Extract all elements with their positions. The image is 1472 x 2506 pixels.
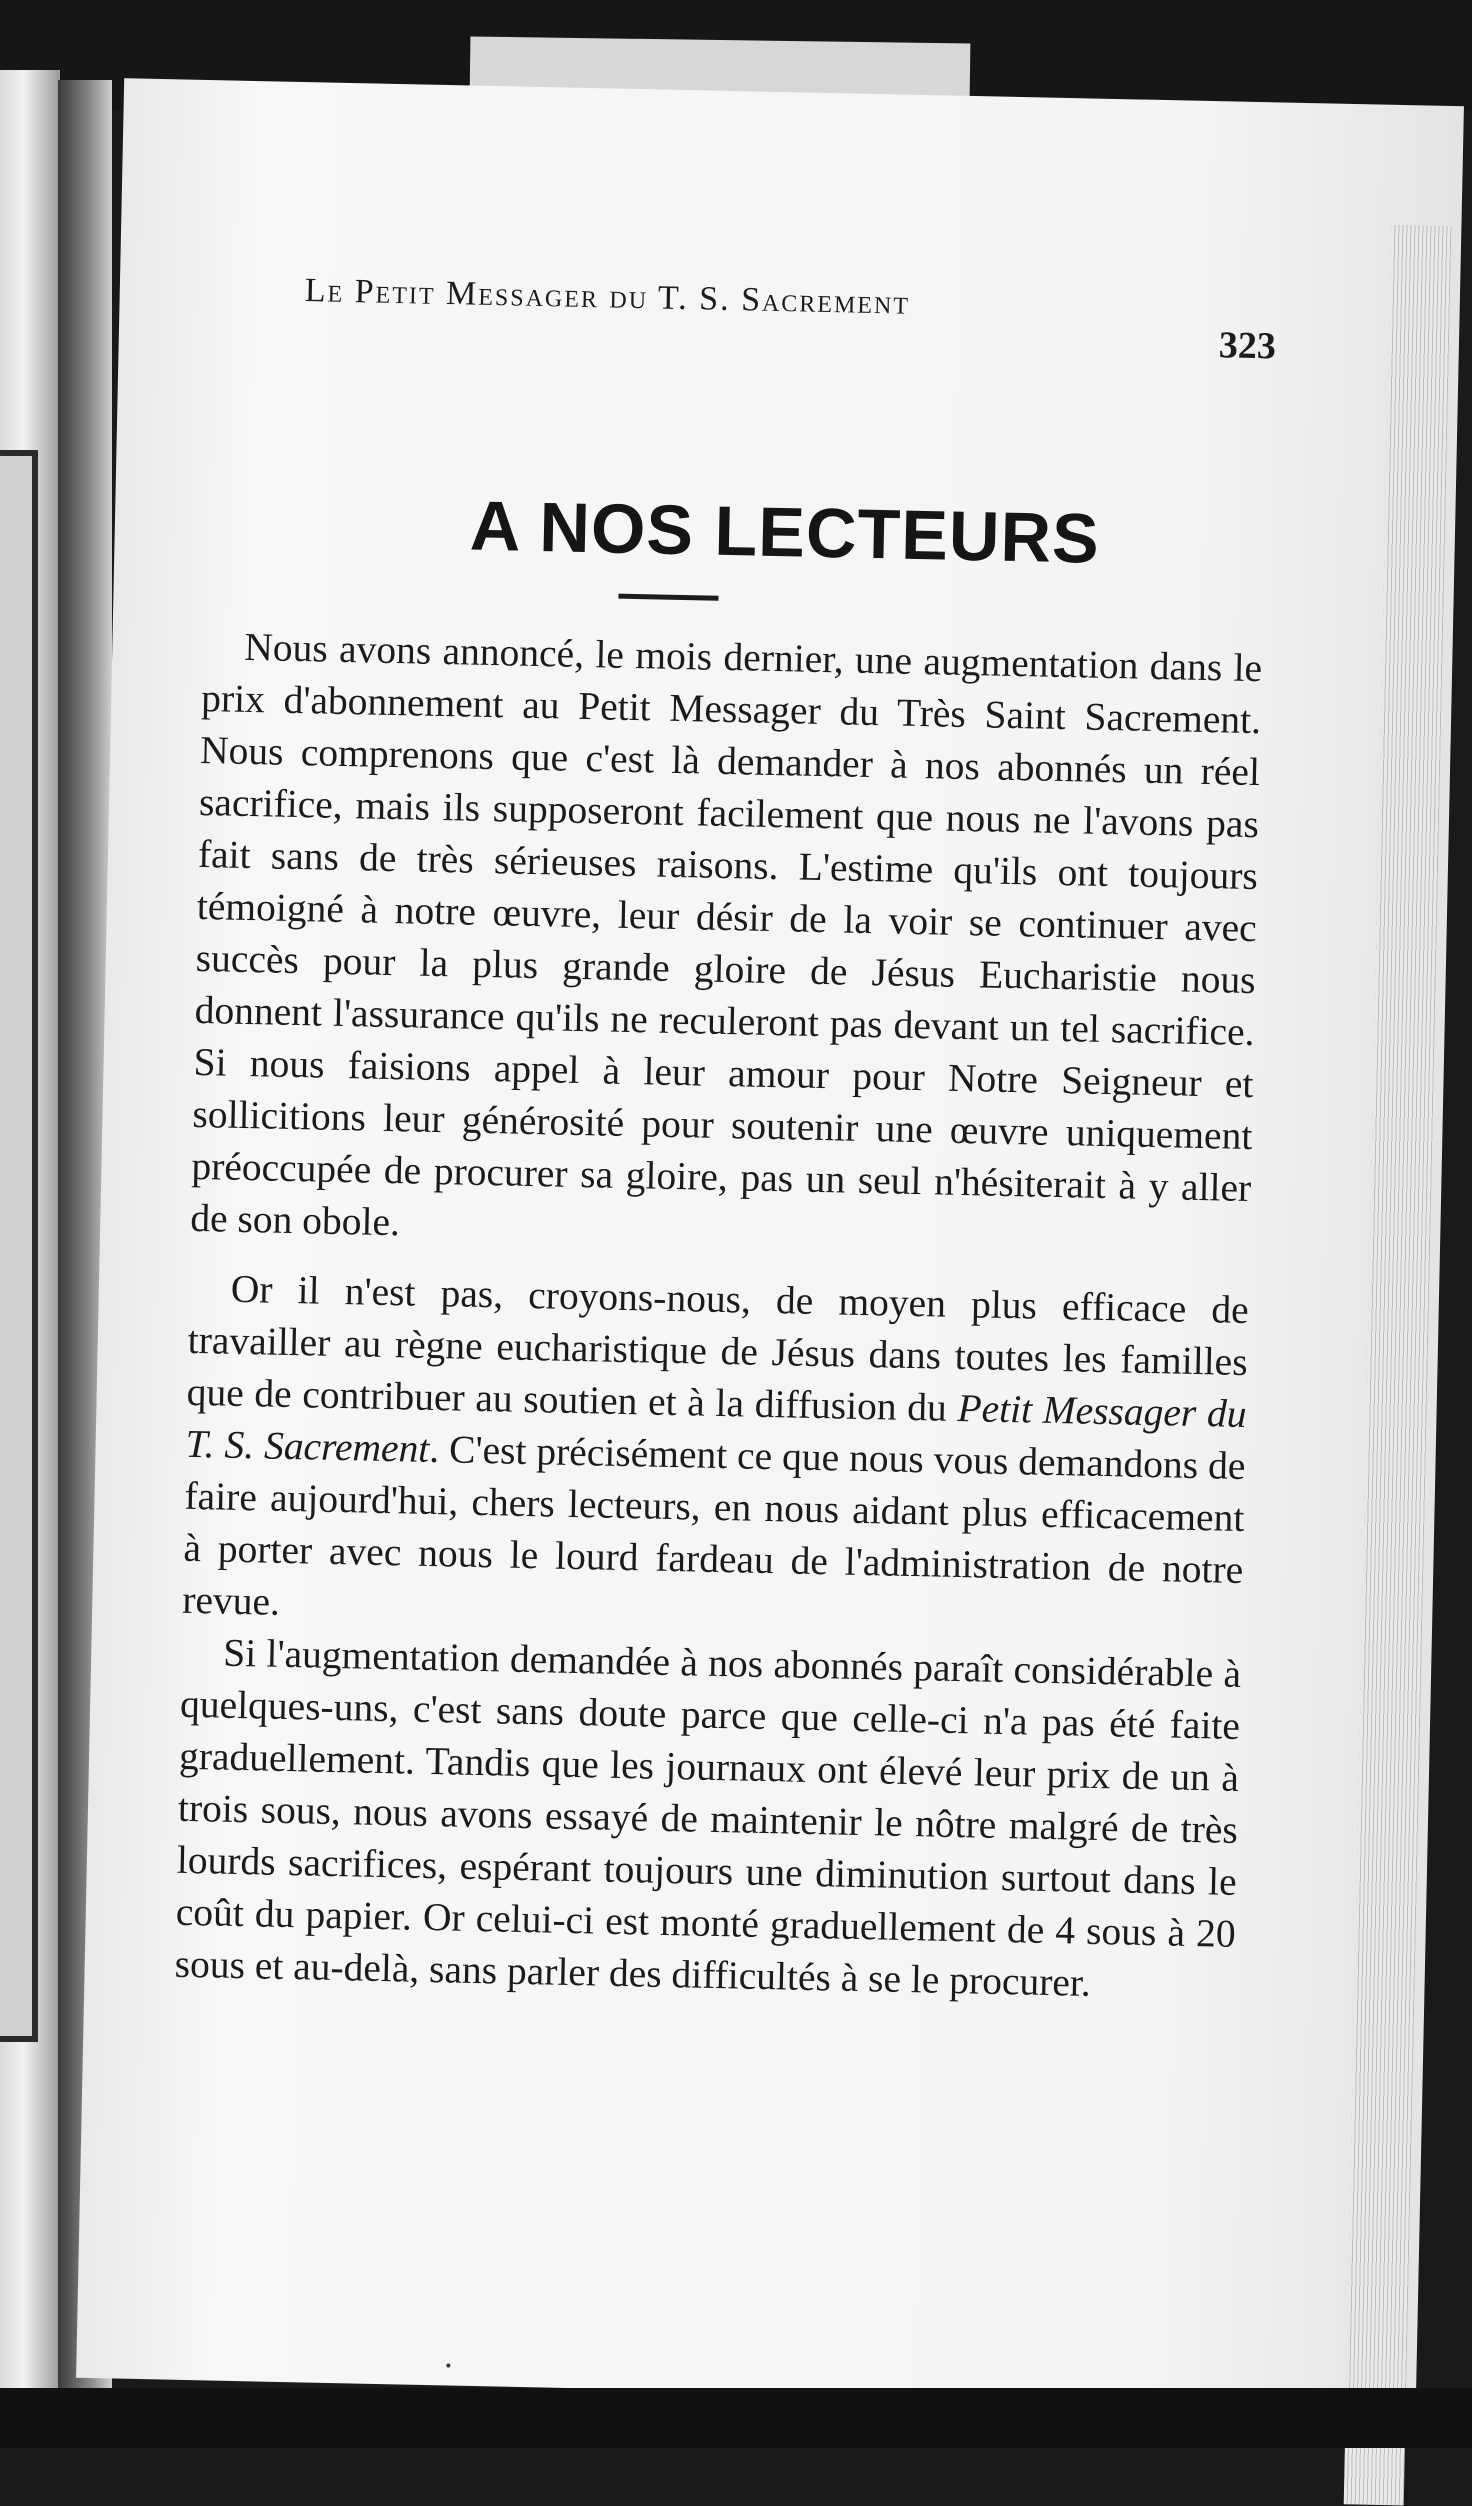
running-head: Le Petit Messager du T. S. Sacrement bbox=[304, 272, 911, 322]
page-number: 323 bbox=[1218, 324, 1277, 368]
paragraph-2-text-end: . C'est précisément ce que nous vous demandons de faire aujourd'hui, chers lecteurs, en nous aidant plus efficacement à porter avec nous le lourd fardeau de l'administration de notre revue. bbox=[181, 1426, 1246, 1624]
book-page bbox=[76, 78, 1464, 2406]
scan-bottom-background bbox=[0, 2388, 1472, 2448]
facing-page-frame bbox=[0, 450, 38, 2042]
article-body bbox=[174, 620, 1263, 2030]
paragraph-2-italic: Petit Messager du T. S. Sacrement bbox=[185, 1385, 1247, 1471]
dust-speck bbox=[446, 2363, 450, 2367]
title-rule bbox=[618, 594, 718, 601]
article-title: A NOS LECTEURS bbox=[469, 486, 1101, 578]
paragraph-2-text: Or il n'est pas, croyons-nous, de moyen plus efficace de travailler au règne eucharistique de Jésus dans toutes les familles que de contribuer au soutien et à la diffusion du bbox=[186, 1266, 1250, 1430]
paragraph-2 bbox=[182, 1262, 1249, 1648]
paragraph-1: Nous avons annoncé, le mois dernier, une augmentation dans le prix d'abonnement au Petit Messager du Très Saint Sacrement. Nous comprenons que c'est là demander à nos abonnés un réel sacrifice, mais ils supposeront facilement que nous ne l'avons pas fait sans de très sérieuses raisons. L'estime qu'ils ont toujours témoigné à notre œuvre, leur désir de la voir se continuer avec succès pour la plus grande gloire de Jésus Eucharistie nous donnent l'assurance qu'ils ne reculeront pas devant un tel sacrifice. Si nous faisions appel à leur amour pour Notre Seigneur et sollicitions leur générosité pour soutenir une œuvre uniquement préoccupée de procurer sa gloire, pas un seul n'hésiterait à y aller de son obole. bbox=[189, 624, 1263, 1245]
paragraph-3: Si l'augmentation demandée à nos abonnés paraît considérable à quelques-uns, c'est sans doute parce que celle-ci n'a pas été faite graduellement. Tandis que les journaux ont élevé leur prix de un à trois sous, nous avons essayé de maintenir le nôtre malgré de très lourds sacrifices, espérant toujours une diminution surtout dans le coût du papier. Or celui-ci est monté graduellement de 4 sous à 20 sous et au-delà, sans parler des difficultés à se le procurer. bbox=[174, 1630, 1242, 2005]
